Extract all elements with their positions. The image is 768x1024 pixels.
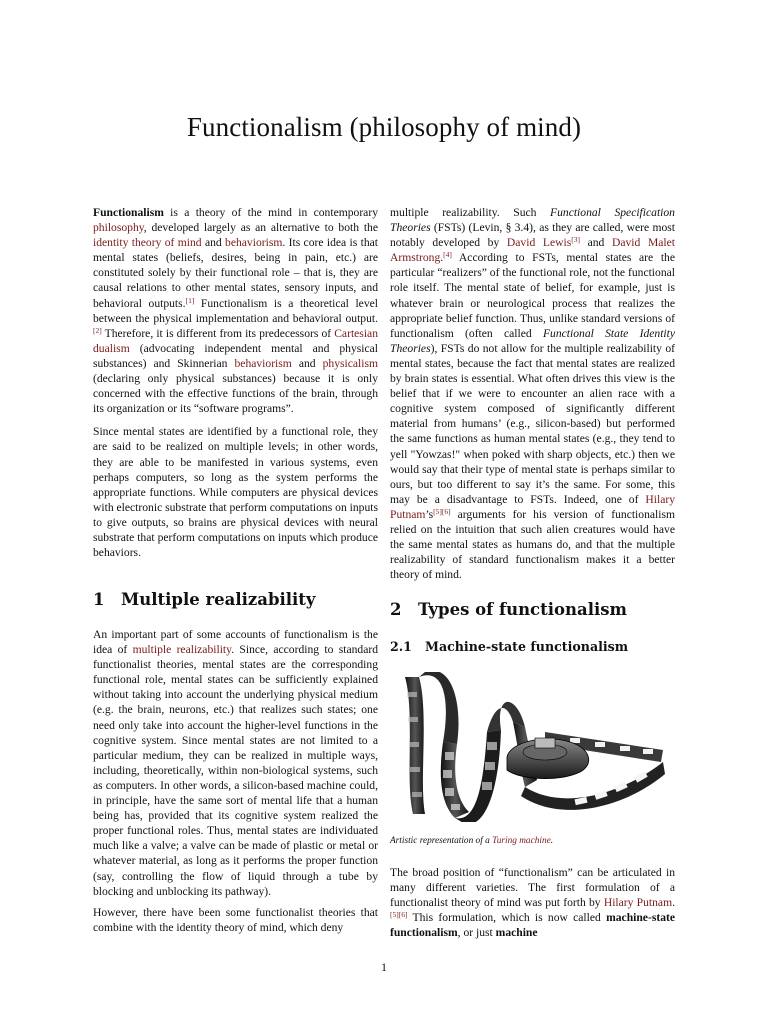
- page-title: Functionalism (philosophy of mind): [186, 112, 582, 142]
- link-identity-theory[interactable]: identity theory of mind: [93, 236, 202, 250]
- text: and: [579, 236, 612, 250]
- link-behaviorism[interactable]: behaviorism: [225, 236, 283, 250]
- figure-caption: [390, 836, 553, 846]
- cite-5-6-b[interactable]: [5][6]: [390, 910, 408, 920]
- paragraph-fst: [390, 205, 675, 582]
- cite-1[interactable]: [1]: [185, 295, 195, 305]
- text: and: [291, 356, 323, 370]
- page-number: 1: [381, 960, 387, 974]
- text: Functionalism is a theoretical level between the physical implementation and behavioral output.: [93, 296, 378, 325]
- cite-3[interactable]: [3]: [571, 235, 580, 245]
- text: (declaring only physical substances) because it is only concerned with the effective functions of the brain, through its organization or its “software programs”.: [93, 372, 378, 416]
- intro-paragraph: [93, 205, 378, 416]
- term-fsit: Functional State Identity Theories: [390, 326, 676, 355]
- text: ), FSTs do not allow for the multiple realizability of mental states, because the fact that mental states are realized by brain states is essential. What often drives this view is the belief that if we were to encounter an alien race with a cognitive system composed of significantly different material from humans’ (e.g., silicon-based) but performed the same functions as human mental states (e.g., they tend to yell "Yowzas!" when poked with sharp objects, etc.) then we would say that their type of mental state is perhaps similar to ours, but too different to say it’s the same. For some, this may be a disadvantage to FSTs. Indeed, one of: [390, 341, 675, 506]
- link-turing-machine[interactable]: Turing machine: [492, 836, 551, 846]
- link-hilary-putnam-2[interactable]: Hilary Putnam: [603, 896, 673, 910]
- subsection-number: 2.1: [390, 639, 412, 654]
- subsection-heading-2-1: [390, 639, 675, 654]
- text: . Since, according to standard functionalist theories, mental states are the corresponding functional role, mental states can be sufficiently explained without taking into account the underlying physical medium (e.g. the brain, neurons, etc.) that realizes such states; one need only take into account the higher-level functions in the cognitive system. Since mental states are not limited to a particular medium, they can be realized in multiple ways, including, theoretically, within non-biological systems, such as computers. In other words, a silicon-based machine could, in principle, have the same sort of mental life that a human being has, provided that its cognitive system realized the proper functional roles. Thus, mental states are individuated much like a valve; a valve can be made of plastic or metal or whatever material, as long as it performs the proper function (say, controlling the flow of liquid through a tube by blocking and unblocking its pathway).: [93, 643, 379, 898]
- text: .: [672, 896, 676, 910]
- text: is a theory of the mind in contemporary: [163, 206, 378, 219]
- text: (FSTs) (Levin, § 3.4), as they are called, were most notably developed by: [390, 221, 675, 250]
- link-hilary-putnam[interactable]: Hilary Putnam: [390, 492, 675, 521]
- term-machine: machine: [495, 926, 538, 940]
- text: .: [440, 251, 444, 265]
- text: (advocating independent mental and physical substances) and Skinnerian: [93, 341, 378, 370]
- left-column: [93, 205, 378, 567]
- left-column-lower: [93, 627, 378, 942]
- paragraph-multiple-realizability: [93, 627, 378, 899]
- link-behaviorism-2[interactable]: behaviorism: [234, 356, 292, 370]
- text: , developed largely as an alternative to both the: [143, 221, 378, 235]
- text: An important part of some accounts of functionalism is the idea of: [93, 628, 378, 657]
- text: Therefore, it is different from its predecessors of: [101, 326, 335, 340]
- text: . Its core idea is that mental states (beliefs, desires, being in pain, etc.) are constituted solely by their functional role – that is, they are causal relations to other mental states, sensory inputs, and behavioral outputs.: [93, 236, 378, 310]
- section-heading-2: [390, 600, 675, 619]
- paragraph-multiple-levels: Since mental states are identified by a functional role, they are said to be realized on multiple levels; in other words, they are able to be manifested in various systems, even perhaps computers, so long as the system performs the appropriate functions. While computers are physical devices with electronic substrate that perform computations on inputs to give outputs, so brains are physical devices with neural substrate that perform computations on inputs which produce behaviors.: [93, 425, 378, 560]
- read-write-head: [507, 738, 589, 779]
- cite-2[interactable]: [2]: [93, 325, 102, 335]
- text: According to FSTs, mental states are the particular “realizers” of the functional role, not the functional role itself. The mental state of belief, for example, just is whatever brain or neurological process that realizes the appropriate belief function. Thus, unlike standard versions of functionalism (often called: [390, 251, 675, 340]
- section-title: Types of functionalism: [418, 600, 627, 619]
- subsection-title: Machine-state functionalism: [425, 639, 629, 654]
- text: and: [201, 236, 226, 250]
- section-number: 2: [390, 600, 402, 619]
- link-multiple-realizability[interactable]: multiple realizability: [132, 643, 232, 657]
- link-david-lewis[interactable]: David Lewis: [506, 236, 572, 250]
- text: arguments for his version of functionalism relied on the intuition that such alien creatures would have the same mental states as humans do, and that the multiple realizability of standard functionalism makes it a better theory of mind.: [390, 507, 675, 582]
- term-machine-state-functionalism: machine-state functionalism: [390, 911, 675, 940]
- term-functionalism: Functionalism: [93, 206, 164, 219]
- section-number: 1: [93, 590, 105, 609]
- text: Artistic representation of a: [390, 836, 493, 846]
- turing-machine-figure: [395, 672, 667, 822]
- right-column-lower: [390, 865, 675, 947]
- section-title: Multiple realizability: [121, 590, 316, 609]
- text: The broad position of “functionalism” can be articulated in many different varieties. The first formulation of a functionalist theory of mind was put forth by: [390, 866, 675, 910]
- paragraph-however: However, there have been some functionalist theories that combine with the identity theory of mind, which deny: [93, 905, 378, 934]
- cite-4[interactable]: [4]: [443, 250, 452, 260]
- link-physicalism[interactable]: physicalism: [322, 356, 378, 370]
- text: multiple realizability. Such: [390, 206, 551, 219]
- section-heading-1: [93, 590, 378, 609]
- paragraph-broad-position: [390, 865, 675, 940]
- text: .: [550, 836, 554, 846]
- term-fst: Functional Specification Theories: [390, 206, 675, 235]
- link-cartesian-dualism[interactable]: Cartesian dualism: [93, 326, 378, 355]
- right-column: [390, 205, 675, 589]
- text: This formulation, which is now called: [407, 911, 607, 925]
- link-philosophy[interactable]: philosophy: [93, 221, 144, 235]
- text: , or just: [457, 926, 496, 940]
- text: ’s: [425, 507, 434, 521]
- link-david-malet-armstrong[interactable]: David Malet Armstrong: [390, 236, 675, 265]
- cite-5-6[interactable]: [5][6]: [433, 506, 451, 516]
